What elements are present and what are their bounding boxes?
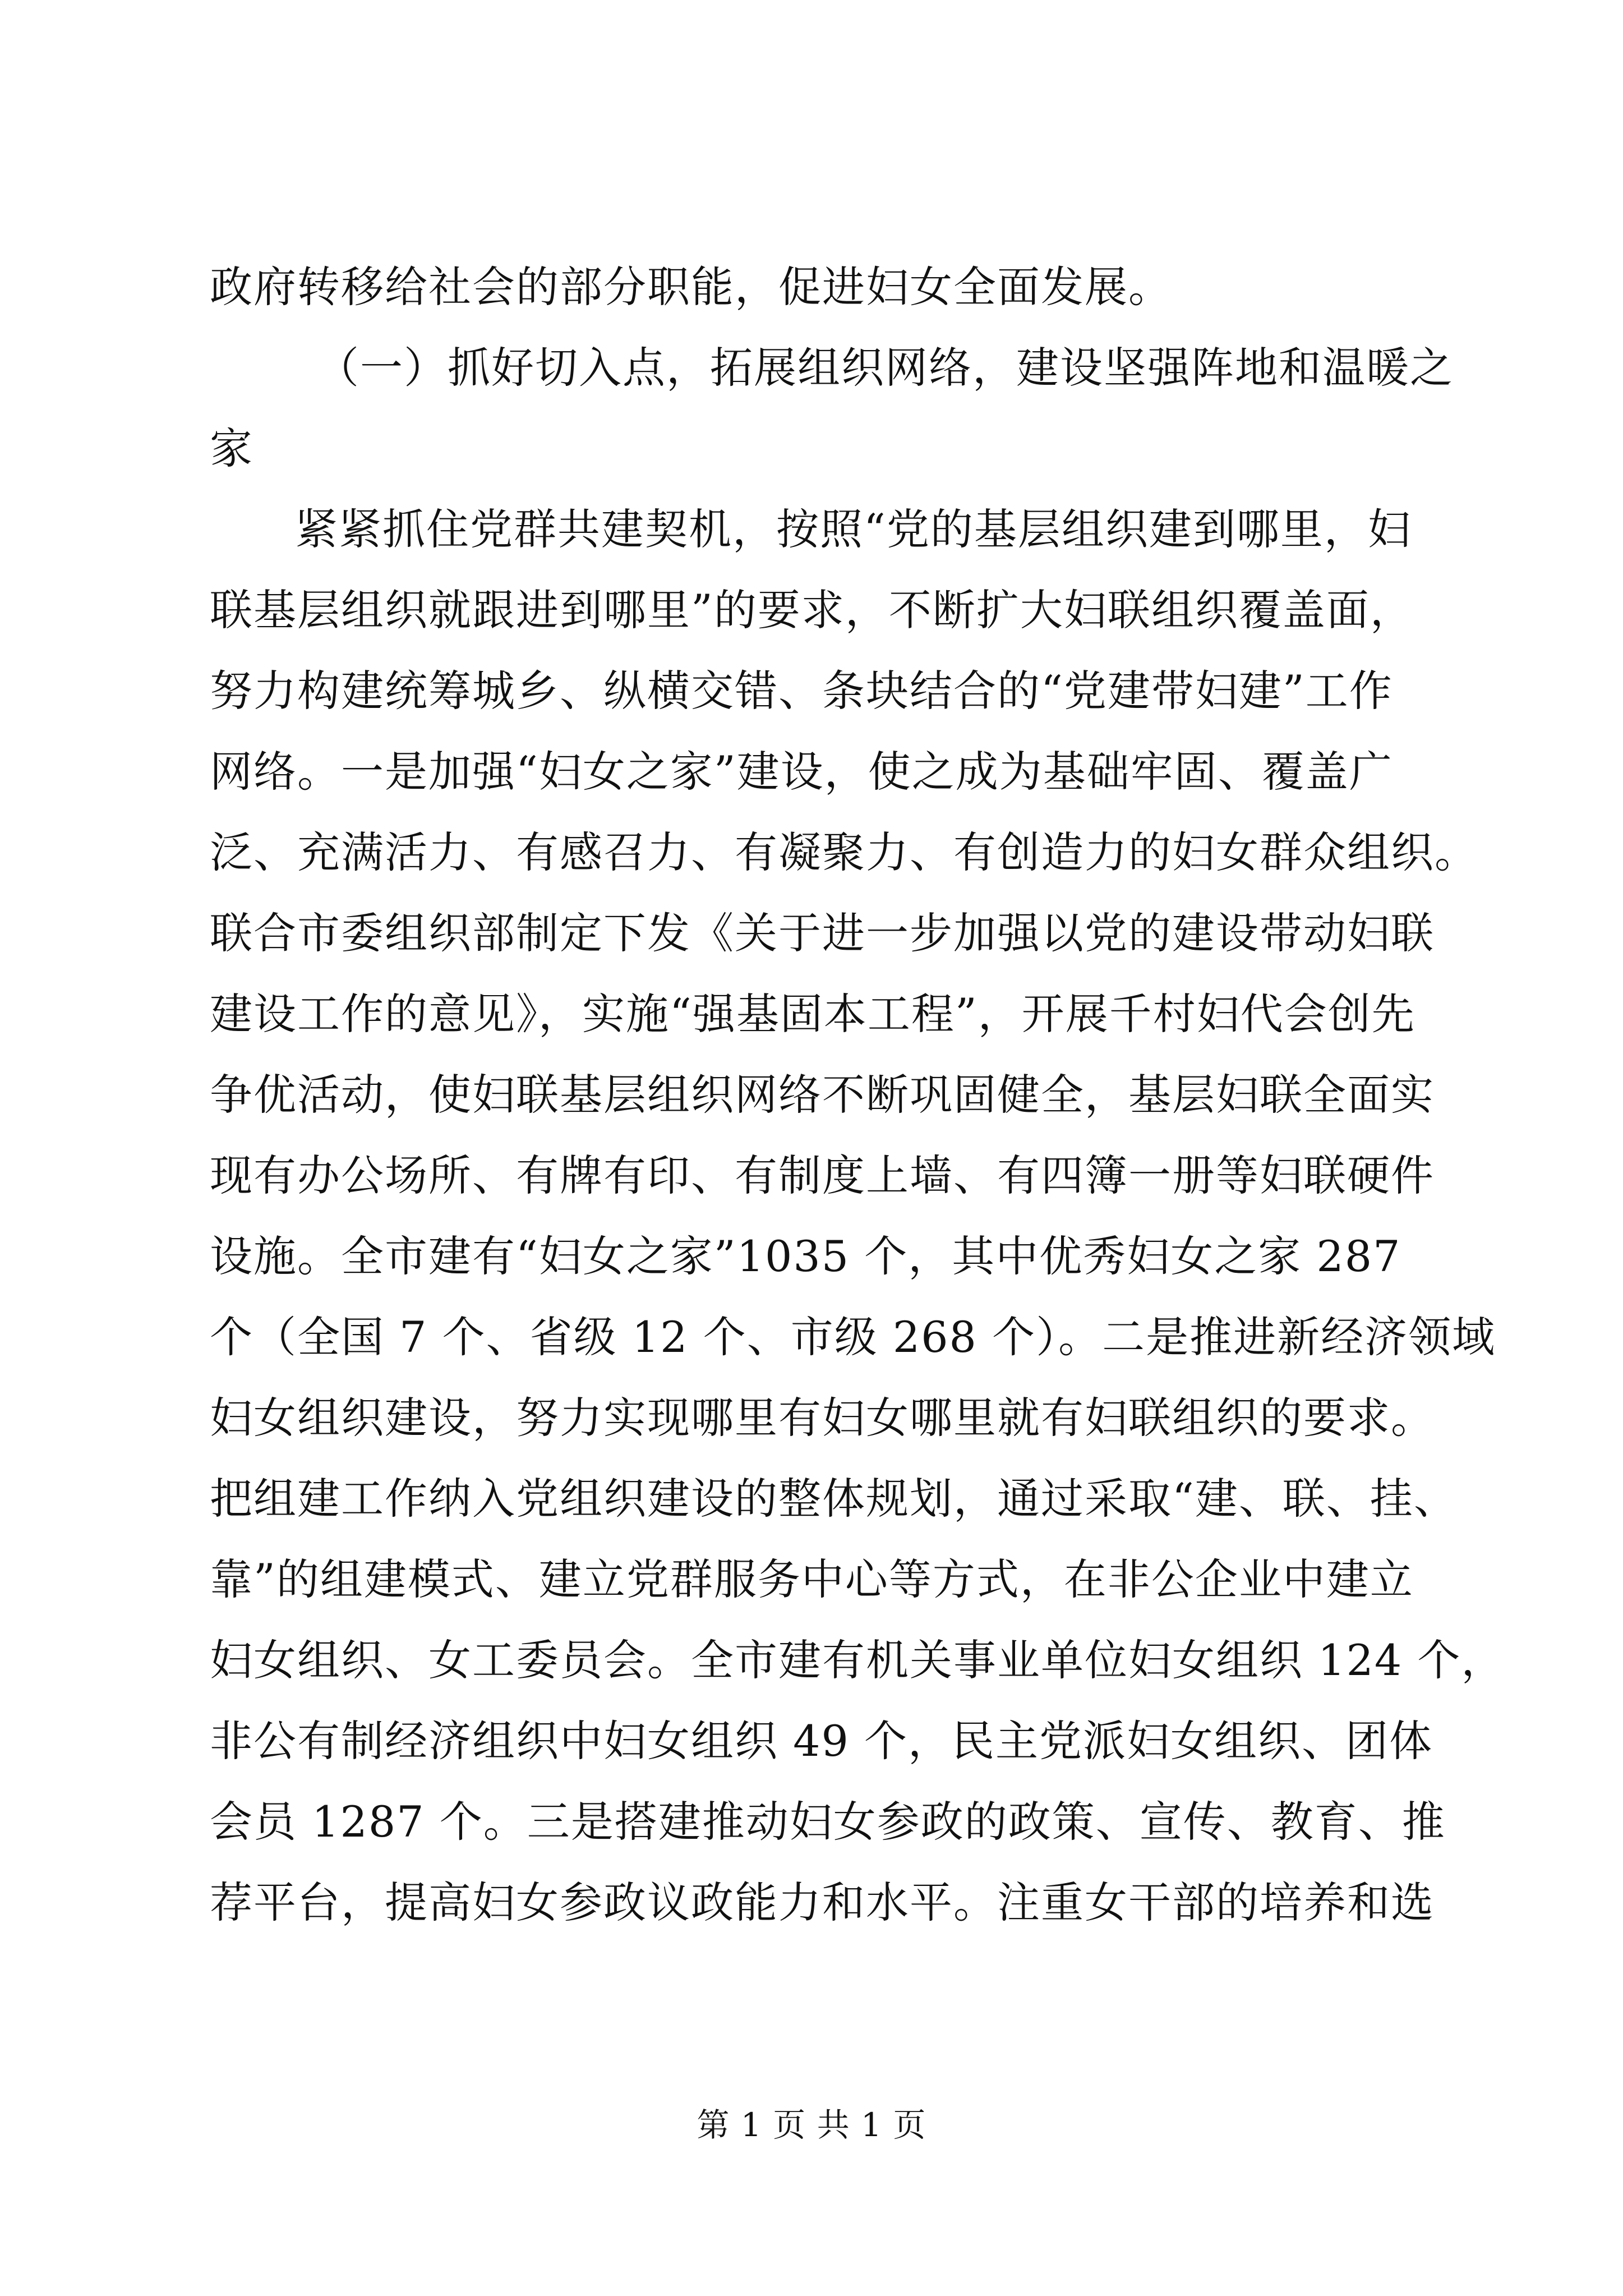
paragraph-first-line: 紧紧抓住党群共建契机，按照“党的基层组织建到哪里，妇 <box>295 504 1412 554</box>
text-line: 现有办公场所、有牌有印、有制度上墙、有四簿一册等妇联硬件 <box>210 1151 1435 1200</box>
text-line: 把组建工作纳入党组织建设的整体规划，通过采取“建、联、挂、 <box>210 1474 1458 1524</box>
section-heading-continuation: 家 <box>210 424 253 473</box>
text-line: 联合市委组织部制定下发《关于进一步加强以党的建设带动妇联 <box>210 908 1435 958</box>
text-line: 联基层组织就跟进到哪里”的要求，不断扩大妇联组织覆盖面， <box>210 585 1414 635</box>
text-line: 网络。一是加强“妇女之家”建设，使之成为基础牢固、覆盖广 <box>210 747 1393 797</box>
text-line: 泛、充满活力、有感召力、有凝聚力、有创造力的妇女群众组织。 <box>210 827 1478 877</box>
page-number-label: 第 1 页 共 1 页 <box>697 2106 926 2144</box>
text-line: 设施。全市建有“妇女之家”1035 个，其中优秀妇女之家 287 <box>210 1231 1401 1281</box>
text-line: 妇女组织建设，努力实现哪里有妇女哪里就有妇联组织的要求。 <box>210 1393 1435 1443</box>
document-body <box>210 247 1505 1943</box>
section-heading: （一）抓好切入点，拓展组织网络，建设坚强阵地和温暖之 <box>316 343 1454 393</box>
text-line: 争优活动，使妇联基层组织网络不断巩固健全，基层妇联全面实 <box>210 1070 1435 1120</box>
text-line: 个（全国 7 个、省级 12 个、市级 268 个）。二是推进新经济领域 <box>210 1312 1496 1362</box>
text-line: 妇女组织、女工委员会。全市建有机关事业单位妇女组织 124 个， <box>210 1635 1505 1685</box>
text-line: 努力构建统筹城乡、纵横交错、条块结合的“党建带妇建”工作 <box>210 666 1393 716</box>
text-line: 非公有制经济组织中妇女组织 49 个，民主党派妇女组织、团体 <box>210 1716 1433 1766</box>
text-line: 会员 1287 个。三是搭建推动妇女参政的政策、宣传、教育、推 <box>210 1797 1446 1847</box>
text-line: 荐平台，提高妇女参政议政能力和水平。注重女干部的培养和选 <box>210 1878 1435 1927</box>
text-line: 靠”的组建模式、建立党群服务中心等方式，在非公企业中建立 <box>210 1554 1414 1604</box>
page-footer <box>0 2102 1623 2147</box>
text-line: 政府转移给社会的部分职能，促进妇女全面发展。 <box>210 262 1172 312</box>
text-line: 建设工作的意见》，实施“强基固本工程”，开展千村妇代会创先 <box>210 989 1415 1039</box>
